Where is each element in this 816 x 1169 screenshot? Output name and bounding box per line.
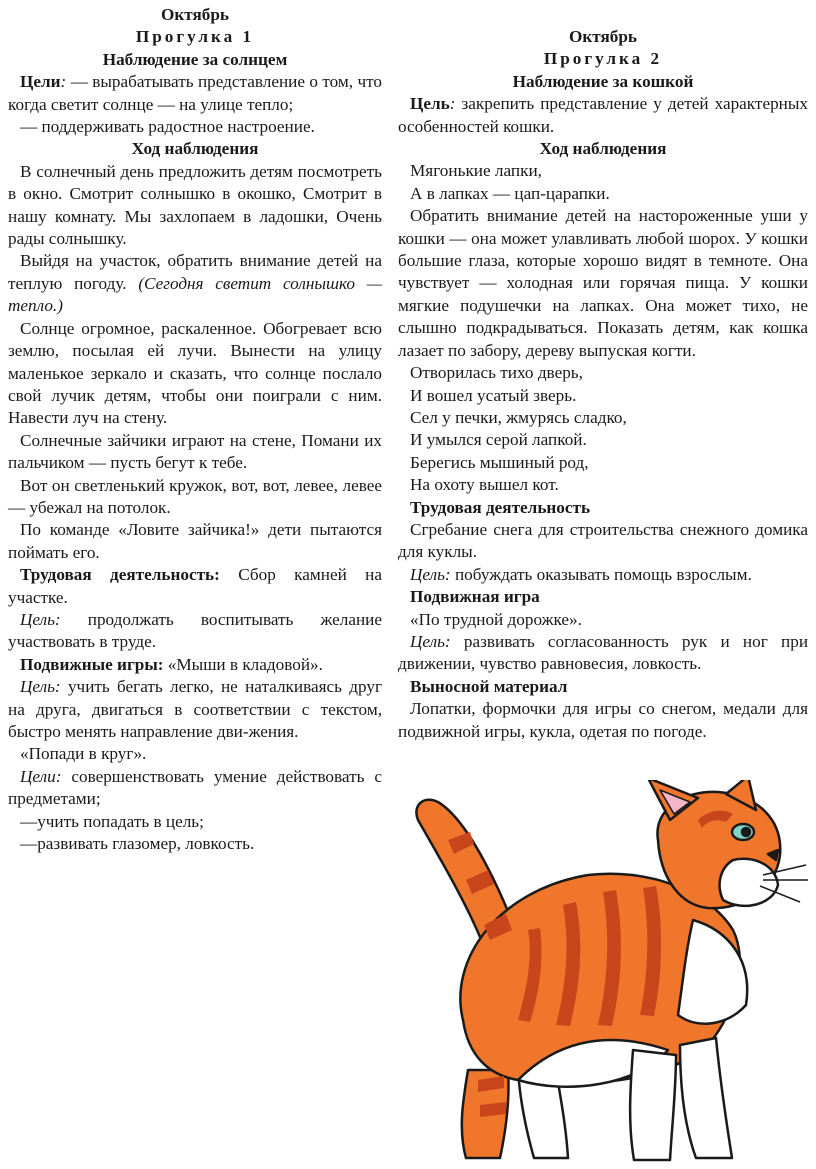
labor-label: Трудовая деятельность: [20, 565, 220, 585]
course-title: Ход наблюдения [539, 139, 667, 159]
labor-goal-paragraph [398, 564, 808, 586]
game-1-goal-paragraph [8, 676, 382, 743]
goals-paragraph [8, 71, 382, 116]
verse-line-1: Мягонькие лапки, [410, 161, 542, 181]
games-paragraph [8, 654, 382, 676]
game-2-goal-3: —развивать глазомер, ловкость. [20, 834, 255, 854]
verse-line-4: И вошел усатый зверь. [410, 385, 577, 405]
paragraph-2-text: Выйдя на участок, обратить внимание детей на теплую погоду. [8, 251, 382, 293]
game-2-goals-paragraph [8, 766, 382, 811]
material-text: Лопатки, формочки для игры со снегом, медали для подвижной игры, кукла, одетая по погоде. [398, 699, 808, 741]
game-goal-paragraph [398, 631, 808, 676]
goal-text: закрепить представление у детей характерных особенностей кошки. [398, 94, 809, 136]
cat-illustration [408, 780, 816, 1165]
paragraph-4: Солнечные зайчики играют на стене, Помани их пальчиком — пусть бегут к тебе. [8, 430, 382, 473]
labor-label: Трудовая деятельность [410, 497, 591, 517]
labor-text: Сбор камней на участке. [8, 565, 382, 607]
goal-1: — вырабатывать представление о том, что когда светит солнце — на улице тепло; [8, 72, 383, 114]
paragraph-3: Солнце огромное, раскаленное. Обогревает всю землю, посылая ей лучи. Вынести на улицу маленькое зеркало и сказать, что солнце послало свой лучик детям, чтобы они поиграли с ним. Навести луч на стену. [8, 318, 382, 428]
game-label: Подвижная игра [410, 587, 540, 607]
verse-line-5: Сел у печки, жмурясь сладко, [410, 407, 627, 427]
month-heading: Октябрь [160, 5, 230, 24]
labor-goal-text: продолжать воспитывать желание участвовать в труде. [8, 609, 382, 652]
goals-label: Цели [20, 72, 61, 92]
month-heading: Октябрь [568, 27, 638, 46]
game-2-goal-1: совершенствовать умение действовать с предметами; [8, 766, 382, 809]
game-1-goal-text: учить бегать легко, не наталкиваясь друг на друга, двигаться в соответствии с текстом, быстро менять направление дви-жения. [8, 677, 383, 741]
walk-heading: Прогулка 2 [543, 49, 663, 69]
material-label: Выносной материал [410, 676, 568, 696]
walk-1-column [8, 4, 382, 855]
verse-line-8: На охоту вышел кот. [410, 475, 559, 495]
labor-paragraph [8, 564, 382, 609]
game-2-title: «Попади в круг». [20, 744, 147, 764]
topic-heading: Наблюдение за кошкой [512, 71, 694, 91]
labor-text: Сгребание снега для строительства снежного домика для куклы. [398, 519, 808, 562]
goal-label: Цель [410, 94, 450, 114]
paragraph-5: Вот он светленький кружок, вот, вот, левее, левее — убежал на потолок. [8, 475, 382, 517]
games-label: Подвижные игры: [20, 654, 164, 674]
game-2-goal-2: —учить попадать в цель; [20, 811, 204, 831]
verse-line-2: А в лапках — цап-царапки. [410, 183, 610, 203]
walk-heading: Прогулка 1 [135, 27, 255, 47]
game-goal-text: развивать согласованность рук и ног при движении, чувство равновесия, ловкость. [398, 631, 809, 674]
verse-line-6: И умылся серой лапкой. [410, 430, 587, 450]
paragraph-2 [8, 250, 382, 317]
game-2-goals-label: Цели: [20, 766, 62, 786]
goal-2: — поддерживать радостное настроение. [20, 117, 315, 137]
labor-goal-label: Цель: [20, 609, 61, 629]
verse-line-7: Берегись мышиный род, [410, 452, 589, 472]
topic-heading: Наблюдение за солнцем [102, 49, 288, 69]
labor-goal-text: побуждать оказывать помощь взрослым. [454, 564, 752, 584]
paragraph-6: По команде «Ловите зайчика!» дети пытаются поймать его. [8, 520, 382, 562]
goal-paragraph [398, 93, 808, 138]
labor-goal-paragraph [8, 609, 382, 654]
observation-paragraph: Обратить внимание детей на настороженные уши у кошки — она может улавливать любой шорох. У кошки большие глаза, которые хорошо видят в темноте. Она чувствует — холодная или горячая пища. У кошки мягкие подушечки на лапках. Она может тихо, не слышно подкрадываться. Показать детям, как кошка лазает по забору, дереву выпуская когти. [398, 206, 808, 360]
game-goal-label: Цель: [410, 631, 451, 651]
course-title: Ход наблюдения [131, 139, 259, 159]
walk-2-column [398, 26, 808, 743]
game-text: «По трудной дорожке». [410, 609, 582, 629]
goal-colon: : [449, 94, 456, 114]
goals-colon: : [60, 72, 67, 92]
game-1-goal-label: Цель: [20, 677, 61, 697]
paragraph-2-italic: (Сегодня светит солнышко — тепло.) [8, 273, 382, 316]
games-text: «Мыши в кладовой». [167, 654, 323, 674]
labor-goal-label: Цель: [410, 564, 451, 584]
paragraph-1: В солнечный день предложить детям посмотреть в окно. Смотрит солнышко в окошко, Смотрит в нашу комнату. Мы захлопаем в ладошки, Очень рады солнышку. [8, 161, 382, 249]
verse-line-3: Отворилась тихо дверь, [410, 363, 583, 383]
